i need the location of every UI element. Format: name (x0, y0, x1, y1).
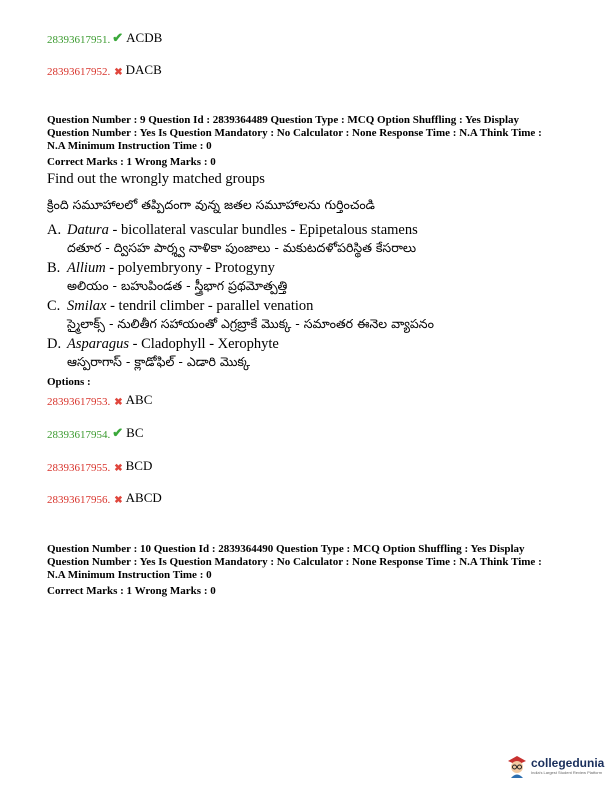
item-te: అలియం - బహుపిండత - స్త్రీభాగ ప్రథమోత్పత్తి (67, 278, 288, 293)
question-meta (47, 543, 542, 598)
option-text: BC (126, 425, 144, 440)
option-text: DACB (125, 62, 162, 77)
collegedunia-logo (505, 752, 604, 778)
item-d (47, 336, 434, 353)
option-id: 28393617955. (47, 462, 111, 474)
item-a (47, 222, 434, 239)
marks-line: Correct Marks : 1 Wrong Marks : 0 (47, 585, 216, 597)
meta-line: N.A Minimum Instruction Time : 0 (47, 569, 212, 581)
option-text: ABCD (125, 490, 162, 505)
option-id: 28393617954. (47, 429, 111, 441)
item-te: స్మైలాక్స్ - నులితీగ సహాయంతో ఎగ్రబ్రాకే మొక్క - సమాంతర ఈనెల వ్యాపనం (67, 316, 434, 331)
question-text-en: Find out the wrongly matched groups (47, 171, 265, 187)
item-c (47, 298, 434, 315)
option-id: 28393617951. (47, 34, 111, 46)
question-meta (47, 114, 542, 169)
item-letter: B. (47, 260, 61, 276)
option-text: BCD (125, 458, 153, 473)
meta-line: N.A Minimum Instruction Time : 0 (47, 140, 212, 152)
item-desc: - polyembryony - Protogyny (105, 260, 275, 276)
option-row (47, 458, 152, 474)
option-row (47, 490, 162, 506)
cross-icon: ✖ (114, 495, 123, 506)
item-letter: D. (47, 336, 62, 352)
item-desc: - bicollateral vascular bundles - Epipetalous stamens (108, 222, 418, 238)
option-id: 28393617952. (47, 66, 111, 78)
item-desc: - tendril climber - parallel venation (106, 298, 314, 314)
options-label: Options : (47, 376, 91, 388)
logo-name: collegedunia (531, 755, 605, 770)
option-text: ACDB (126, 30, 163, 45)
item-genus: Asparagus (67, 336, 130, 352)
item-letter: A. (47, 222, 62, 238)
meta-line: Question Number : Yes Is Question Mandatory : No Calculator : None Response Time : N.A Think Time : (47, 556, 542, 568)
check-icon: ✔ (112, 30, 124, 45)
logo-tagline: India's Largest Student Review Platform (531, 769, 603, 775)
item-te: దతూర - ద్విసహ పార్శ్వ నాళికా పుంజాలు - మకుటదళోపరిస్థిత కేసరాలు (67, 240, 417, 255)
item-letter: C. (47, 298, 61, 314)
meta-line: Question Number : 9 Question Id : 2839364489 Question Type : MCQ Option Shuffling : Yes Display (47, 114, 520, 126)
option-id: 28393617953. (47, 396, 111, 408)
option-id: 28393617956. (47, 494, 111, 506)
item-genus: Allium (67, 260, 106, 276)
option-row (47, 425, 144, 441)
cross-icon: ✖ (114, 397, 123, 408)
cross-icon: ✖ (114, 67, 123, 78)
meta-line: Question Number : Yes Is Question Mandatory : No Calculator : None Response Time : N.A Think Time : (47, 127, 542, 139)
question-text-te: క్రింది సమూహాలలో తప్పిదంగా వున్న జతల సమూహాలను గుర్తించండి (47, 197, 375, 212)
option-row (47, 392, 152, 408)
item-te: ఆస్పరాగాస్ - క్లాడోఫిల్ - ఎడారి మొక్క (67, 354, 250, 369)
check-icon: ✔ (112, 425, 124, 440)
marks-line: Correct Marks : 1 Wrong Marks : 0 (47, 156, 216, 168)
item-desc: - Cladophyll - Xerophyte (129, 336, 279, 352)
option-row (47, 62, 162, 78)
option-text: ABC (125, 392, 153, 407)
item-genus: Smilax (67, 298, 107, 314)
meta-line: Question Number : 10 Question Id : 2839364490 Question Type : MCQ Option Shuffling : Yes Display (47, 543, 525, 555)
match-items (47, 222, 434, 373)
mascot-icon (505, 752, 529, 778)
item-genus: Datura (67, 222, 109, 238)
cross-icon: ✖ (114, 463, 123, 474)
item-b (47, 260, 434, 277)
option-row (47, 30, 162, 46)
